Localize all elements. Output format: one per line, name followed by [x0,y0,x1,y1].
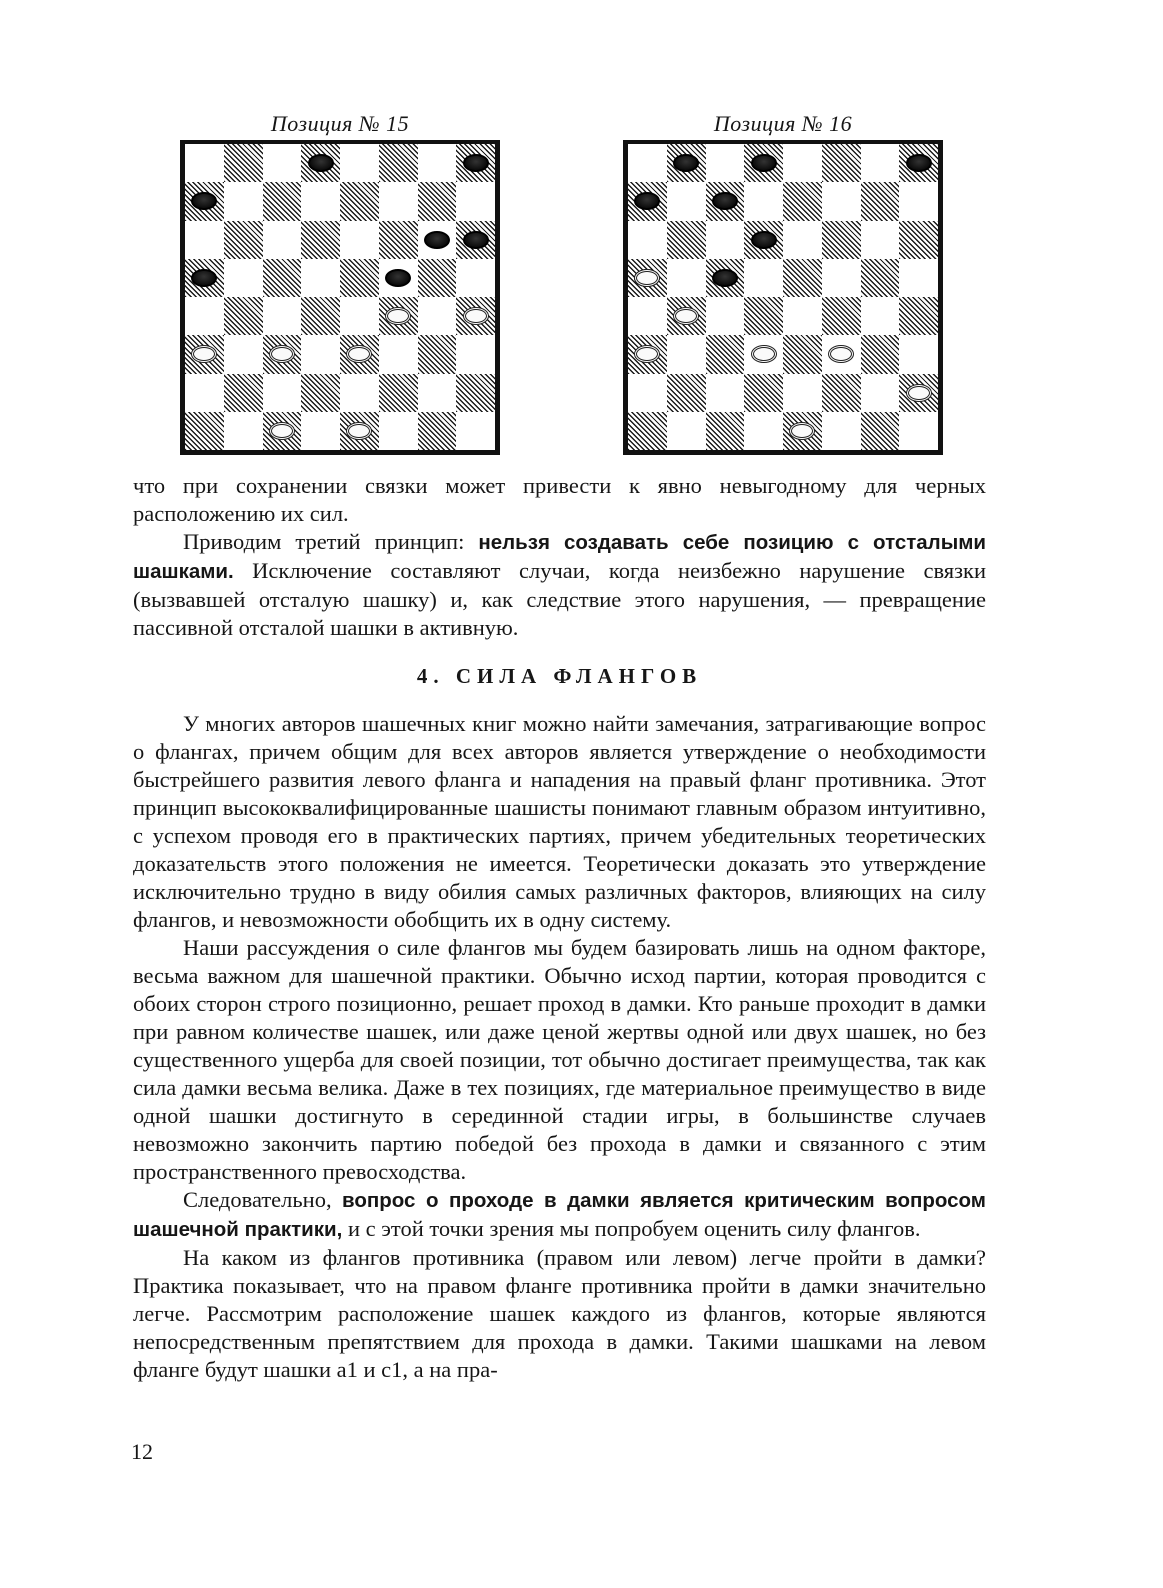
light-square [379,182,418,220]
dark-square [456,374,495,412]
dark-square [861,182,900,220]
dark-square [379,374,418,412]
dark-square [418,412,457,450]
light-square [185,374,224,412]
dark-square [822,144,861,182]
diagram-position-15 [180,108,500,455]
dark-square [628,412,667,450]
dark-square [379,144,418,182]
section-heading [133,662,986,690]
text-run: 4. СИЛА ФЛАНГОВ [416,664,703,688]
white-checker [906,384,932,402]
light-square [301,259,340,297]
light-square [263,144,302,182]
dark-square [744,374,783,412]
light-square [340,221,379,259]
light-square [301,335,340,373]
text-run: Следовательно, [183,1187,343,1212]
paragraph [133,1186,986,1244]
dark-square [706,335,745,373]
light-square [340,297,379,335]
light-square [224,412,263,450]
light-square [628,221,667,259]
light-square [667,259,706,297]
light-square [340,374,379,412]
light-square [861,374,900,412]
light-square [418,374,457,412]
light-square [706,144,745,182]
dark-square [861,335,900,373]
dark-square [340,182,379,220]
black-checker [751,231,777,249]
dark-square [224,144,263,182]
dark-square [706,412,745,450]
dark-square [667,221,706,259]
dark-square [418,259,457,297]
light-square [418,144,457,182]
light-square [628,374,667,412]
light-square [667,335,706,373]
white-checker [751,345,777,363]
black-checker [385,269,411,287]
checkers-board [623,140,943,455]
light-square [744,182,783,220]
light-square [456,259,495,297]
light-square [263,221,302,259]
white-checker [463,307,489,325]
paragraph [133,1244,986,1384]
paragraph [133,934,986,1186]
diagram-caption: Позиция № 15 [270,111,410,136]
black-checker [463,231,489,249]
light-square [340,144,379,182]
black-checker [906,154,932,172]
dark-square [783,259,822,297]
page-number: 12 [131,1439,153,1464]
paragraph [133,528,986,642]
light-square [783,144,822,182]
light-square [379,412,418,450]
light-square [456,335,495,373]
light-square [822,412,861,450]
light-square [899,182,938,220]
bold-text: вопрос о проходе в дамки является критическим вопросом шашечной практики, [133,1189,986,1241]
light-square [899,412,938,450]
dark-square [301,221,340,259]
light-square [861,221,900,259]
light-square [263,374,302,412]
light-square [744,412,783,450]
dark-square [379,221,418,259]
dark-square [263,259,302,297]
text-run: Исключение составляют случаи, когда неизбежно нарушение связки (вызвавшей отсталую шашку) и, как следствие этого нарушения, — превращение пассивной отсталой шашки в активную. [133,558,986,640]
dark-square [899,221,938,259]
light-square [263,297,302,335]
text-run: На каком из флангов противника (правом или левом) легче пройти в дамки? Практика показывает, что на правом фланге противника пройти в дамки значительно легче. Рассмотрим расположение шашек каждого из флангов, которые являются непосредственным препятствием для прохода в дамки. Такими шашками на левом фланге будут шашки a1 и c1, а на пра- [133,1245,986,1382]
light-square [706,221,745,259]
dark-square [418,182,457,220]
text-run: Наши рассуждения о силе флангов мы будем базировать лишь на одном факторе, весьма важном для шашечной практики. Обычно исход партии, которая проводится с обоих сторон строго позиционно, решает проход в дамки. Кто раньше проходит в дамки при равном количестве шашек, или даже ценой жертвы одной или двух шашек, но без существенного ущерба для своей позиции, тот обычно достигает преимущества, так как сила дамки весьма велика. Даже в тех позициях, где материальное преимущество в виде одной шашки достигнуто в серединной стадии игры, в большинстве случаев невозможно закончить партию победой без прохода в дамки и связанного с этим пространственного превосходства. [133,935,986,1184]
black-checker [463,154,489,172]
light-square [185,297,224,335]
diagram-position-16 [623,108,943,455]
dark-square [418,335,457,373]
light-square [418,297,457,335]
light-square [861,297,900,335]
light-square [783,374,822,412]
dark-square [667,374,706,412]
dark-square [861,259,900,297]
light-square [783,297,822,335]
light-square [185,221,224,259]
dark-square [301,374,340,412]
light-square [224,182,263,220]
light-square [861,144,900,182]
text-run: что при сохранении связки может привести к явно невыгодному для черных расположению их сил. [133,473,986,526]
light-square [301,182,340,220]
dark-square [224,297,263,335]
light-square [822,259,861,297]
dark-square [224,374,263,412]
dark-square [340,259,379,297]
dark-square [861,412,900,450]
dark-square [744,297,783,335]
dark-square [822,374,861,412]
light-square [456,182,495,220]
dark-square [301,297,340,335]
paragraph [133,710,986,934]
light-square [783,221,822,259]
dark-square [783,182,822,220]
light-square [899,335,938,373]
light-square [667,182,706,220]
light-square [706,297,745,335]
dark-square [783,335,822,373]
dark-square [822,221,861,259]
black-checker [751,154,777,172]
white-checker [269,422,295,440]
light-square [301,412,340,450]
black-checker [712,269,738,287]
dark-square [822,297,861,335]
dark-square [224,221,263,259]
dark-square [899,297,938,335]
light-square [628,144,667,182]
text-run: У многих авторов шашечных книг можно найти замечания, затрагивающие вопрос о флангах, причем общим для всех авторов является утверждение о необходимости быстрейшего развития левого фланга и нападения на правый фланг противника. Этот принцип высококвалифицированные шашисты понимают главным образом интуитивно, с успехом проводя его в практических партиях, причем убедительных теоретических доказательств этого положения не имеется. Теоретически доказать это утверждение исключительно трудно в виду обилия самых различных факторов, влияющих на силу флангов, и невозможности обобщить их в одну систему. [133,711,986,932]
bold-text: нельзя создавать себе позицию с отсталыми шашками. [133,531,986,583]
dark-square [185,412,224,450]
page-text [133,472,986,1384]
paragraph [133,472,986,528]
black-checker [424,231,450,249]
light-square [744,259,783,297]
light-square [456,412,495,450]
light-square [899,259,938,297]
light-square [667,412,706,450]
light-square [822,182,861,220]
dark-square [263,182,302,220]
light-square [185,144,224,182]
light-square [706,374,745,412]
light-square [224,335,263,373]
light-square [379,335,418,373]
light-square [628,297,667,335]
diagram-caption: Позиция № 16 [713,111,853,136]
light-square [224,259,263,297]
text-run: и с этой точки зрения мы попробуем оценить силу флангов. [342,1216,921,1241]
checkers-board [180,140,500,455]
text-run: Приводим третий принцип: [183,529,479,554]
black-checker [308,154,334,172]
